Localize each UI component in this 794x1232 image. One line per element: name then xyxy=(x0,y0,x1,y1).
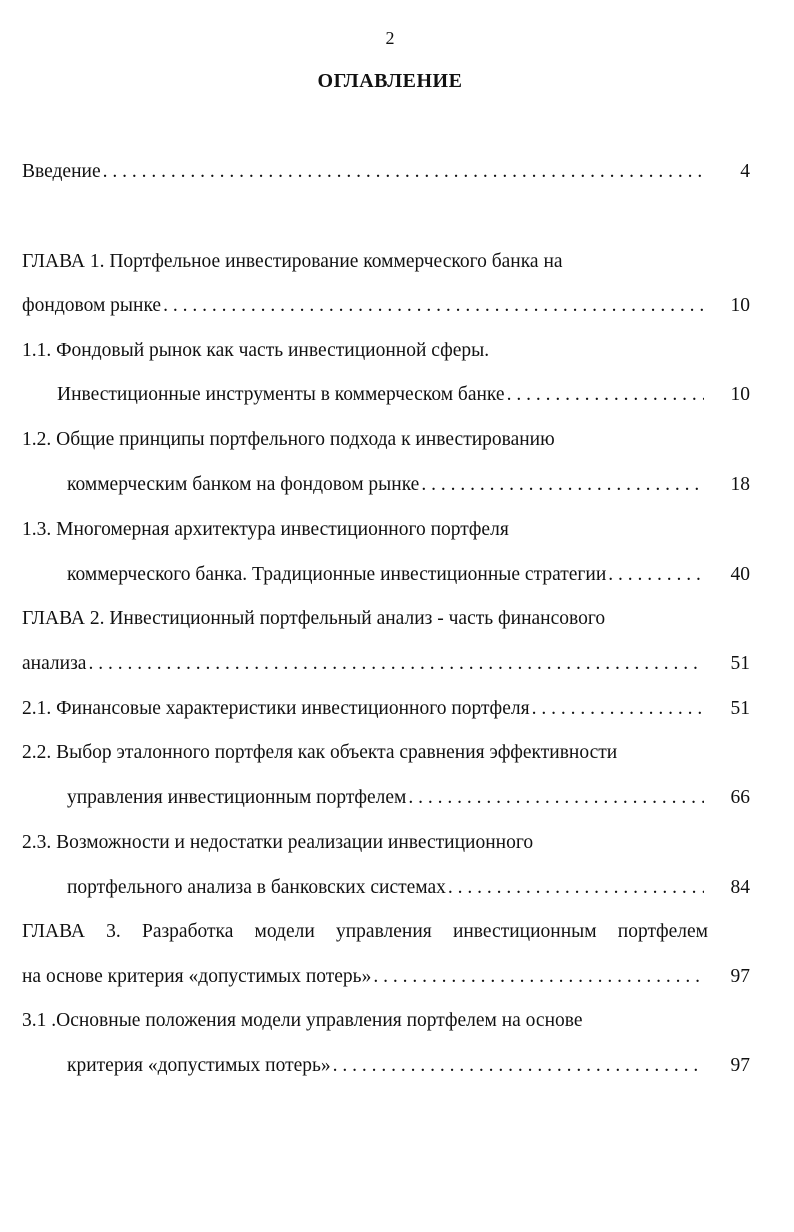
toc-entry-2-2-cont[interactable] xyxy=(67,783,750,813)
page-title: ОГЛАВЛЕНИЕ xyxy=(317,70,463,92)
toc-entry-1-2-cont[interactable] xyxy=(67,470,750,500)
toc-entry-label: фондовом рынке xyxy=(22,295,162,316)
toc-entry-label: Инвестиционные инструменты в коммерческом банке xyxy=(57,384,505,405)
toc-entry-label: коммерческим банком на фондовом рынке xyxy=(67,474,420,495)
dot-leader xyxy=(532,694,704,724)
toc-entry-chapter-2[interactable] xyxy=(22,604,750,634)
toc-page-number: 18 xyxy=(730,474,750,495)
toc-page-number: 10 xyxy=(730,384,750,405)
dot-leader xyxy=(507,380,704,410)
page-number: 2 xyxy=(385,28,395,48)
toc-entry-introduction[interactable] xyxy=(22,157,750,187)
toc-entry-chapter-3-cont[interactable] xyxy=(22,962,750,992)
toc-entry-chapter-1-cont[interactable] xyxy=(22,291,750,321)
toc-entry-label: Введение xyxy=(22,161,101,182)
toc-entry-2-3[interactable] xyxy=(22,828,750,858)
toc-entry-1-3[interactable] xyxy=(22,515,750,545)
toc-entry-chapter-1[interactable] xyxy=(22,247,750,277)
dot-leader xyxy=(608,560,704,590)
toc-entry-label: портфельного анализа в банковских системах xyxy=(67,877,446,898)
dot-leader xyxy=(103,157,704,187)
toc-entry-label: 2.1. Финансовые характеристики инвестиционного портфеля xyxy=(22,698,530,719)
toc-entry-label: 3.1 .Основные положения модели управления портфелем на основе xyxy=(22,1010,583,1031)
toc-page-number: 97 xyxy=(730,1055,750,1076)
toc-entry-label: на основе критерия «допустимых потерь» xyxy=(22,966,372,987)
dot-leader xyxy=(373,962,704,992)
toc-page-number: 51 xyxy=(730,698,750,719)
toc-page-number: 97 xyxy=(730,966,750,987)
toc-entry-1-1[interactable] xyxy=(22,336,750,366)
toc-entry-label: управления инвестиционным портфелем xyxy=(67,787,407,808)
toc-page-number: 40 xyxy=(730,564,750,585)
toc-entry-chapter-2-cont[interactable] xyxy=(22,649,750,679)
dot-leader xyxy=(88,649,704,679)
toc-entry-label: ГЛАВА 2. Инвестиционный портфельный анализ - часть финансового xyxy=(22,608,606,629)
toc-entry-1-3-cont[interactable] xyxy=(67,560,750,590)
toc-entry-label: 2.3. Возможности и недостатки реализации инвестиционного xyxy=(22,832,534,853)
toc-page-number: 66 xyxy=(730,787,750,808)
toc-entry-2-2[interactable] xyxy=(22,738,750,768)
toc-entry-label: ГЛАВА 1. Портфельное инвестирование коммерческого банка на xyxy=(22,251,563,272)
toc-page-number: 51 xyxy=(730,653,750,674)
dot-leader xyxy=(421,470,704,500)
toc-entry-label: коммерческого банка. Традиционные инвестиционные стратегии xyxy=(67,564,607,585)
toc-entry-2-1[interactable] xyxy=(22,694,750,724)
toc-entry-chapter-3[interactable] xyxy=(22,917,708,947)
toc-page-number: 84 xyxy=(730,877,750,898)
toc-entry-label: критерия «допустимых потерь» xyxy=(67,1055,331,1076)
toc-entry-label: 1.3. Многомерная архитектура инвестиционного портфеля xyxy=(22,519,509,540)
toc-entry-label: 1.1. Фондовый рынок как часть инвестиционной сферы. xyxy=(22,340,490,361)
toc-page-number: 10 xyxy=(730,295,750,316)
toc-entry-1-2[interactable] xyxy=(22,425,750,455)
dot-leader xyxy=(408,783,704,813)
toc-entry-label: 1.2. Общие принципы портфельного подхода к инвестированию xyxy=(22,429,555,450)
toc-entry-3-1[interactable] xyxy=(22,1006,750,1036)
toc-page-number: 4 xyxy=(740,161,750,182)
toc-entry-label: ГЛАВА 3. Разработка модели управления инвестиционным портфелем xyxy=(22,921,708,942)
toc-entry-label: 2.2. Выбор эталонного портфеля как объекта сравнения эффективности xyxy=(22,742,618,763)
toc-entry-1-1-cont[interactable] xyxy=(57,380,750,410)
toc-entry-2-3-cont[interactable] xyxy=(67,873,750,903)
toc-entry-label: анализа xyxy=(22,653,87,674)
dot-leader xyxy=(333,1051,704,1081)
dot-leader xyxy=(163,291,704,321)
dot-leader xyxy=(448,873,704,903)
toc-entry-3-1-cont[interactable] xyxy=(67,1051,750,1081)
